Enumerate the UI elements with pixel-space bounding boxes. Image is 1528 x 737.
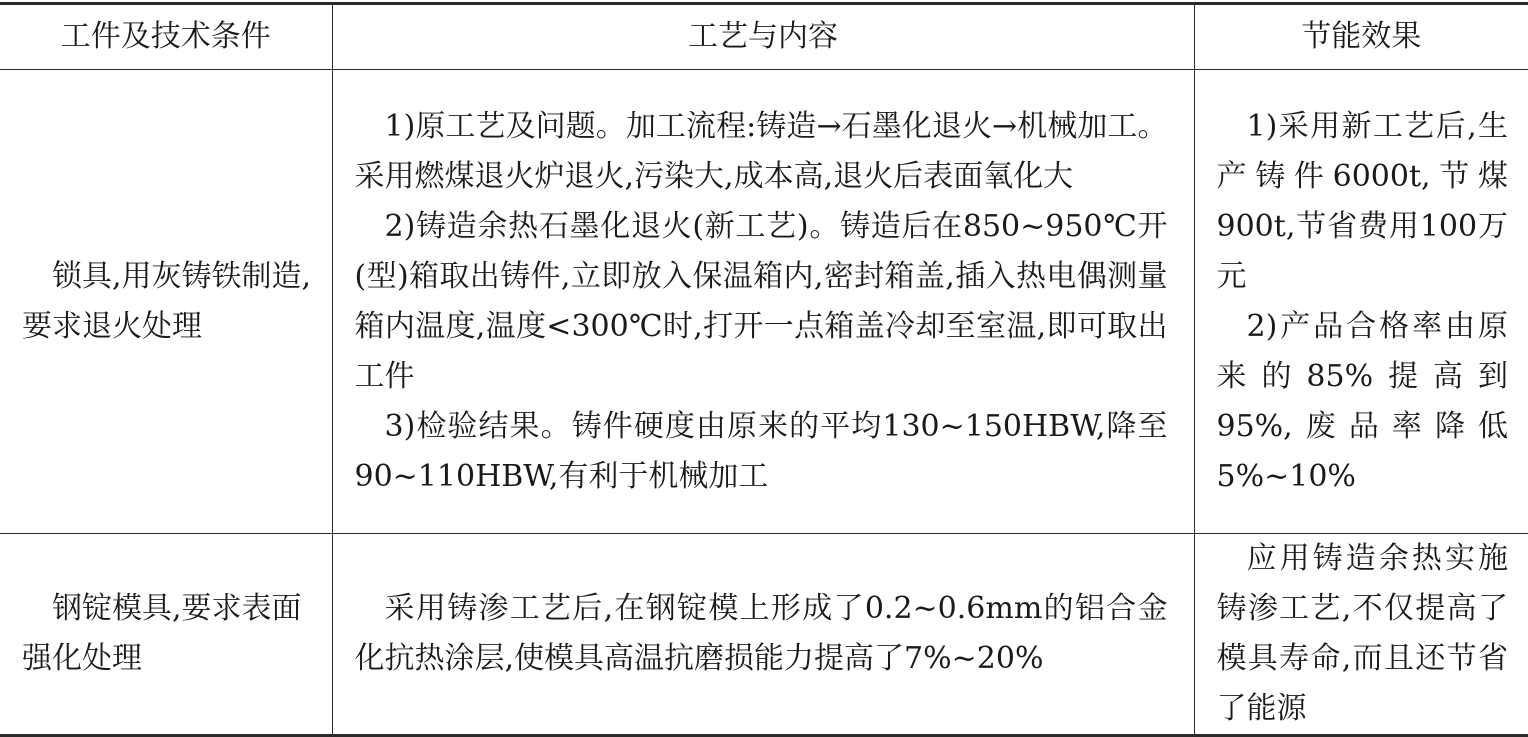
- table-row: [0, 70, 1528, 534]
- process-paragraph: 1)原工艺及问题。加工流程:铸造→石墨化退火→机械加工。采用燃煤退火炉退火,污染大,成本高,退火后表面氧化大: [354, 108, 1168, 194]
- energy-effect-cell: [1194, 534, 1528, 736]
- energy-saving-table: [0, 2, 1528, 737]
- header-energy-effect: 节能效果: [1194, 4, 1528, 70]
- effect-paragraph: 2)产品合格率由原来的85%提高到95%,废品率降低5%~10%: [1216, 308, 1508, 494]
- workpiece-condition-cell: [0, 70, 332, 534]
- workpiece-condition-text: 锁具,用灰铸铁制造,要求退火处理: [22, 258, 312, 344]
- header-process-content: 工艺与内容: [332, 4, 1194, 70]
- process-content-cell: [332, 70, 1194, 534]
- table-header-row: [0, 4, 1528, 70]
- effect-paragraph: 应用铸造余热实施铸渗工艺,不仅提高了模具寿命,而且还节省了能源: [1216, 541, 1508, 726]
- process-paragraph: 采用铸渗工艺后,在钢锭模上形成了0.2~0.6mm的铝合金化抗热涂层,使模具高温抗磨损能力提高了7%~20%: [354, 591, 1168, 676]
- energy-effect-cell: [1194, 70, 1528, 534]
- header-workpiece-conditions: 工件及技术条件: [0, 4, 332, 70]
- process-paragraph: 3)检验结果。铸件硬度由原来的平均130~150HBW,降至90~110HBW,有利于机械加工: [354, 408, 1168, 494]
- effect-paragraph: 1)采用新工艺后,生产铸件6000t,节煤900t,节省费用100万元: [1216, 108, 1508, 294]
- workpiece-condition-text: 钢锭模具,要求表面强化处理: [22, 591, 302, 676]
- workpiece-condition-cell: [0, 534, 332, 736]
- process-content-cell: [332, 534, 1194, 736]
- table-row: [0, 534, 1528, 736]
- process-paragraph: 2)铸造余热石墨化退火(新工艺)。铸造后在850~950℃开(型)箱取出铸件,立即放入保温箱内,密封箱盖,插入热电偶测量箱内温度,温度<300℃时,打开一点箱盖冷却至室温,即可取出工件: [354, 208, 1168, 394]
